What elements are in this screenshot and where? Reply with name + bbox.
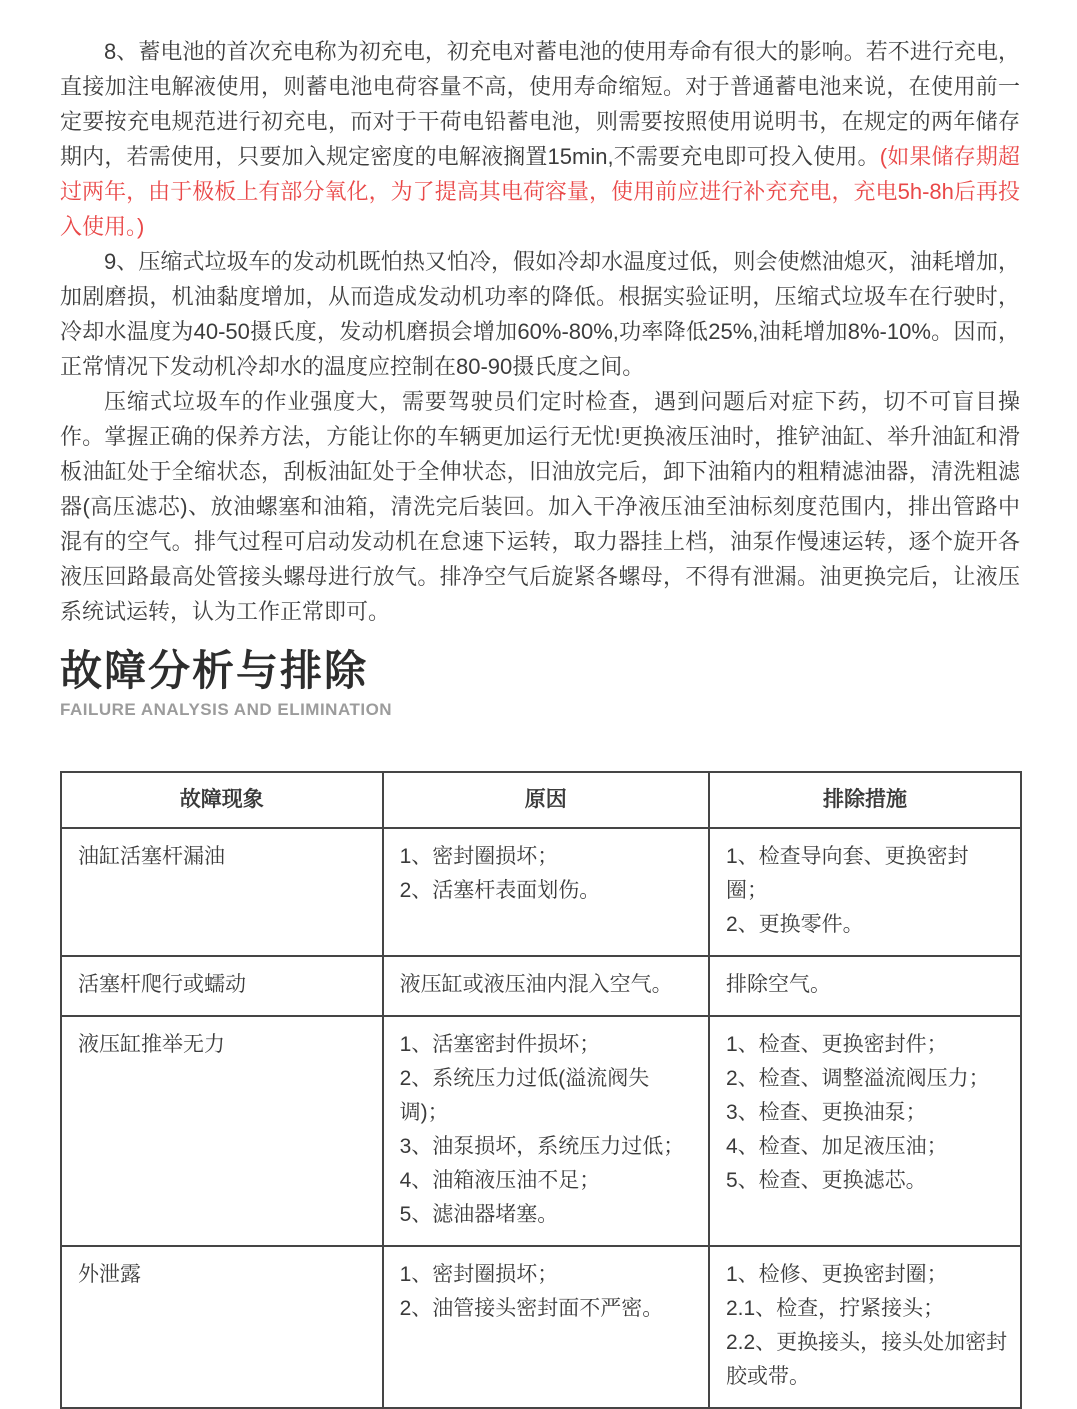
cell-line: 1、活塞密封件损坏； xyxy=(399,1033,601,1056)
table-header-measures: 排除措施 xyxy=(709,772,1021,828)
table-header-cause: 原因 xyxy=(383,772,709,828)
paragraph-maintenance-procedure: 压缩式垃圾车的作业强度大，需要驾驶员们定时检查，遇到问题后对症下药，切不可盲目操作。掌握正确的保养方法，方能让你的车辆更加运行无忧!更换液压油时，推铲油缸、举升油缸和滑板油缸处于全缩状态，刮板油缸处于全伸状态，旧油放完后，卸下油箱内的粗精滤油器，清洗粗滤器(高压滤芯)、放油螺塞和油箱，清洗完后装回。加入干净液压油至油标刻度范围内，排出管路中混有的空气。排气过程可启动发动机在怠速下运转，取力器挂上档，油泵作慢速运转，逐个旋开各液压回路最高处管接头螺母进行放气。排净空气后旋紧各螺母，不得有泄漏。油更换完后，让液压系统试运转，认为工作正常即可。 xyxy=(60,389,1020,624)
cell-measures xyxy=(709,828,1021,956)
cell-line: 1、检查、更换密封件； xyxy=(725,1033,948,1056)
table-header-phenomenon: 故障现象 xyxy=(61,772,383,828)
cell-line: 2、系统压力过低(溢流阀失调)； xyxy=(399,1067,650,1124)
cell-line: 2、油管接头密封面不严密。 xyxy=(399,1297,664,1320)
cell-causes xyxy=(383,1246,709,1408)
cell-line: 1、密封圈损坏； xyxy=(399,1263,559,1286)
cell-line: 3、检查、更换油泵； xyxy=(725,1101,927,1124)
cell-line: 液压缸推举无力 xyxy=(78,1033,225,1056)
cell-causes xyxy=(383,828,709,956)
table-row xyxy=(61,1016,1021,1246)
paragraph-battery-main-text: 8、蓄电池的首次充电称为初充电，初充电对蓄电池的使用寿命有很大的影响。若不进行充电，直接加注电解液使用，则蓄电池电荷容量不高，使用寿命缩短。对于普通蓄电池来说，在使用前一定要按充电规范进行初充电，而对于干荷电铅蓄电池，则需要按照使用说明书，在规定的两年储存期内，若需使用，只要加入规定密度的电解液搁置15min,不需要充电即可投入使用。 xyxy=(60,39,1020,169)
cell-line: 2、检查、调整溢流阀压力； xyxy=(725,1067,990,1090)
table-row xyxy=(61,1246,1021,1408)
fault-analysis-table xyxy=(60,771,1022,1409)
cell-line: 排除空气。 xyxy=(725,973,831,996)
cell-causes xyxy=(383,956,709,1016)
cell-measures xyxy=(709,1246,1021,1408)
table-row xyxy=(61,828,1021,956)
cell-line: 5、滤油器堵塞。 xyxy=(399,1203,559,1226)
cell-line: 2.2、更换接头，接头处加密封胶或带。 xyxy=(725,1331,1008,1388)
table-row xyxy=(61,956,1021,1016)
cell-phenomenon xyxy=(61,1246,383,1408)
cell-causes xyxy=(383,1016,709,1246)
table-header-row xyxy=(61,772,1021,828)
cell-line: 2、活塞杆表面划伤。 xyxy=(399,879,601,902)
paragraph-battery-red-note: (如果储存期超过两年，由于极板上有部分氧化，为了提高其电荷容量，使用前应进行补充充电，充电5h-8h后再投入使用。) xyxy=(60,144,1020,239)
paragraph-engine-temperature: 9、压缩式垃圾车的发动机既怕热又怕冷，假如冷却水温度过低，则会使燃油熄灭，油耗增加，加剧磨损，机油黏度增加，从而造成发动机功率的降低。根据实验证明，压缩式垃圾车在行驶时，冷却水温度为40-50摄氏度，发动机磨损会增加60%-80%,功率降低25%,油耗增加8%-10%。因而，正常情况下发动机冷却水的温度应控制在80-90摄氏度之间。 xyxy=(60,249,1020,379)
cell-line: 活塞杆爬行或蠕动 xyxy=(78,973,246,996)
cell-line: 外泄露 xyxy=(78,1263,141,1286)
cell-phenomenon xyxy=(61,956,383,1016)
cell-measures xyxy=(709,956,1021,1016)
cell-line: 2.1、检查，拧紧接头； xyxy=(725,1297,945,1320)
cell-line: 1、检查导向套、更换密封圈； xyxy=(725,845,969,902)
cell-line: 液压缸或液压油内混入空气。 xyxy=(399,973,673,996)
cell-line: 1、密封圈损坏； xyxy=(399,845,559,868)
cell-phenomenon xyxy=(61,1016,383,1246)
cell-line: 4、油箱液压油不足； xyxy=(399,1169,601,1192)
cell-line: 油缸活塞杆漏油 xyxy=(78,845,225,868)
section-heading xyxy=(60,645,1020,721)
section-title: 故障分析与排除 xyxy=(60,647,369,694)
cell-measures xyxy=(709,1016,1021,1246)
cell-line: 2、更换零件。 xyxy=(725,913,864,936)
cell-line: 1、检修、更换密封圈； xyxy=(725,1263,948,1286)
section-subtitle: FAILURE ANALYSIS AND ELIMINATION xyxy=(60,700,393,719)
cell-line: 5、检查、更换滤芯。 xyxy=(725,1169,927,1192)
cell-phenomenon xyxy=(61,828,383,956)
paragraph-battery-charging xyxy=(60,34,1020,244)
cell-line: 4、检查、加足液压油； xyxy=(725,1135,948,1158)
cell-line: 3、油泵损坏，系统压力过低； xyxy=(399,1135,685,1158)
